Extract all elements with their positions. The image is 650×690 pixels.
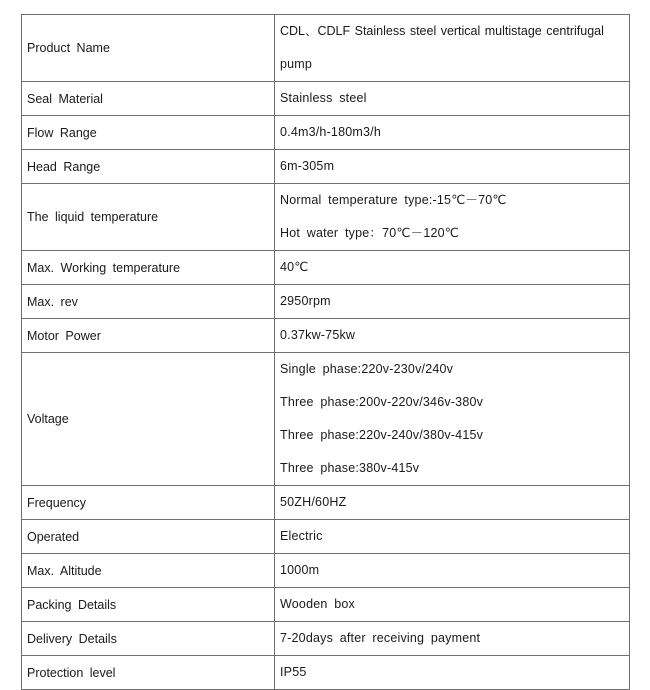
spec-value: 1000m <box>280 563 320 577</box>
spec-value-cell <box>275 116 630 150</box>
spec-value: 0.4m3/h-180m3/h <box>280 125 381 139</box>
spec-value-cell <box>275 588 630 622</box>
table-row-flow-range <box>22 116 630 150</box>
table-row-operated <box>22 520 630 554</box>
spec-value: Hot water type：70℃－120℃ <box>280 226 460 240</box>
spec-value: Three phase:380v-415v <box>280 461 420 475</box>
spec-label: Flow Range <box>22 116 275 150</box>
spec-label: Product Name <box>22 15 275 82</box>
spec-value-cell <box>275 319 630 353</box>
table-row-voltage <box>22 353 630 486</box>
spec-label: Protection level <box>22 656 275 690</box>
table-row-frequency <box>22 486 630 520</box>
table-row-max-rev <box>22 285 630 319</box>
spec-label: Head Range <box>22 150 275 184</box>
table-row-max-working-temperature <box>22 251 630 285</box>
spec-value-cell <box>275 554 630 588</box>
spec-label: Voltage <box>22 353 275 486</box>
spec-value: Normal temperature type:-15℃－70℃ <box>280 193 507 207</box>
spec-value-cell <box>275 285 630 319</box>
spec-value: Electric <box>280 529 323 543</box>
spec-label: Delivery Details <box>22 622 275 656</box>
spec-value: 7-20days after receiving payment <box>280 631 481 645</box>
spec-label: Max. Working temperature <box>22 251 275 285</box>
spec-label: Max. Altitude <box>22 554 275 588</box>
table-row-motor-power <box>22 319 630 353</box>
spec-value-cell <box>275 486 630 520</box>
spec-value-cell <box>275 251 630 285</box>
table-row-head-range <box>22 150 630 184</box>
spec-label: Max. rev <box>22 285 275 319</box>
table-row-delivery-details <box>22 622 630 656</box>
spec-label: Frequency <box>22 486 275 520</box>
spec-value-cell <box>275 15 630 82</box>
spec-value-cell <box>275 656 630 690</box>
table-row-liquid-temperature <box>22 184 630 251</box>
spec-label: Seal Material <box>22 82 275 116</box>
spec-value: CDL、CDLF Stainless steel vertical multistage centrifugal <box>280 24 604 38</box>
spec-value-cell <box>275 622 630 656</box>
spec-value: Stainless steel <box>280 91 367 105</box>
spec-value-cell <box>275 184 630 251</box>
spec-value: 50ZH/60HZ <box>280 495 347 509</box>
spec-label: The liquid temperature <box>22 184 275 251</box>
table-row-seal-material <box>22 82 630 116</box>
spec-value-cell <box>275 520 630 554</box>
spec-value-cell <box>275 150 630 184</box>
product-spec-table <box>21 14 630 690</box>
spec-value: Three phase:200v-220v/346v-380v <box>280 395 484 409</box>
spec-value: Single phase:220v-230v/240v <box>280 362 454 376</box>
spec-label: Operated <box>22 520 275 554</box>
table-row-product-name <box>22 15 630 82</box>
spec-label: Motor Power <box>22 319 275 353</box>
spec-value-cell <box>275 353 630 486</box>
spec-label: Packing Details <box>22 588 275 622</box>
table-row-max-altitude <box>22 554 630 588</box>
spec-value: Three phase:220v-240v/380v-415v <box>280 428 484 442</box>
spec-value: 2950rpm <box>280 294 331 308</box>
spec-value: pump <box>280 57 313 71</box>
spec-value-cell <box>275 82 630 116</box>
spec-value: IP55 <box>280 665 307 679</box>
spec-value: 40℃ <box>280 260 309 274</box>
spec-value: Wooden box <box>280 597 355 611</box>
table-row-packing-details <box>22 588 630 622</box>
table-row-protection-level <box>22 656 630 690</box>
spec-value: 0.37kw-75kw <box>280 328 356 342</box>
spec-value: 6m-305m <box>280 159 335 173</box>
